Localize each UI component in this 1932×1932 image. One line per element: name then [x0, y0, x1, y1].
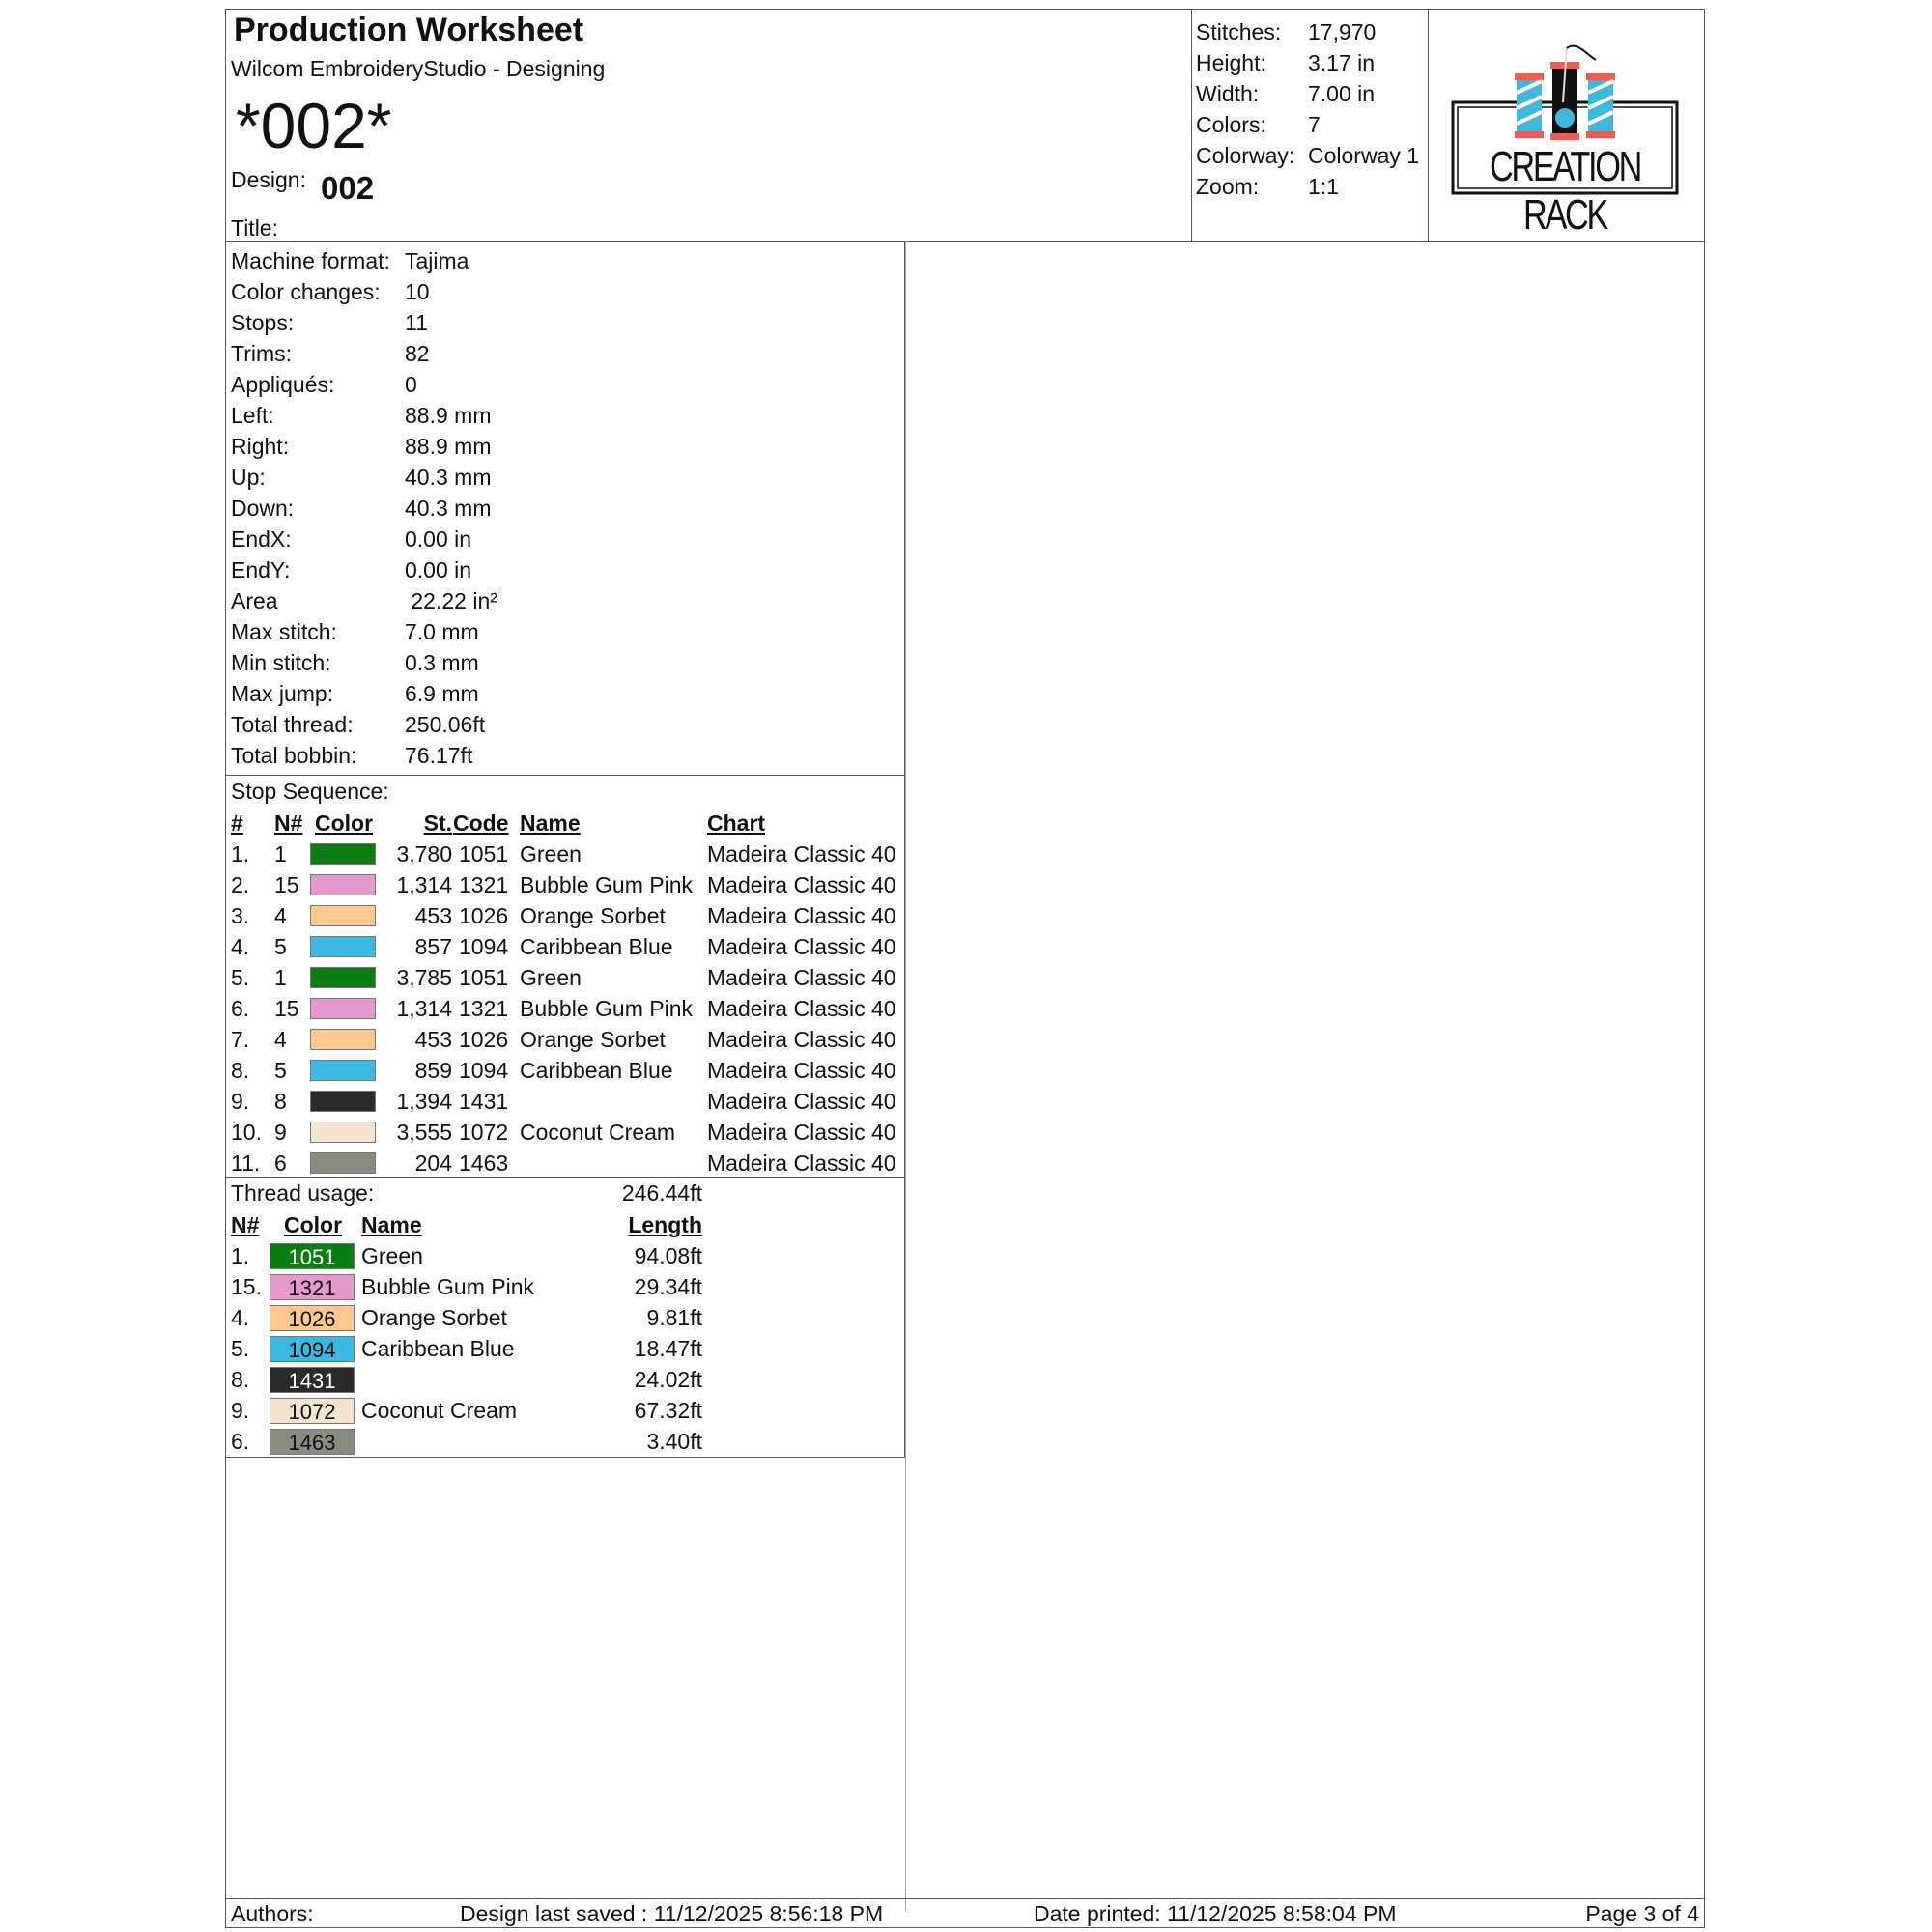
property-key: Appliqués: — [231, 372, 335, 397]
stop-sequence-table — [226, 776, 905, 1178]
cell-length: 9.81ft — [646, 1305, 702, 1330]
cell-name: Bubble Gum Pink — [361, 1274, 534, 1299]
cell-length: 94.08ft — [634, 1243, 702, 1268]
cell-n: 1 — [274, 965, 287, 990]
table-row — [226, 1302, 902, 1333]
property-value: 0.3 mm — [405, 650, 479, 675]
cell-code: 1026 — [459, 903, 509, 928]
color-code-chip: 1321 — [270, 1274, 355, 1300]
property-value: 10 — [405, 279, 430, 304]
cell-st: 1,314 — [396, 996, 452, 1021]
header-info — [226, 10, 1192, 242]
property-key: Left: — [231, 403, 274, 428]
cell-code: 1094 — [459, 1058, 509, 1083]
cell-idx: 7. — [231, 1027, 250, 1052]
cell-n: 4 — [274, 903, 287, 928]
cell-st: 453 — [414, 1027, 452, 1052]
cell-code: 1321 — [459, 872, 509, 897]
cell-n: 5 — [274, 934, 287, 959]
cell-n: 1 — [274, 841, 287, 867]
property-value: 40.3 mm — [405, 465, 492, 490]
date-printed: Date printed: 11/12/2025 8:58:04 PM — [1034, 1901, 1397, 1926]
table-row — [226, 838, 902, 869]
cell-code: 1026 — [459, 1027, 509, 1052]
property-value: 22.22 in² — [405, 588, 497, 613]
table-row — [226, 1086, 902, 1117]
property-key: EndX: — [231, 526, 292, 552]
stat-key: Stitches: — [1196, 19, 1282, 44]
table-row — [226, 1117, 902, 1148]
property-key: EndY: — [231, 557, 291, 582]
table-row — [226, 993, 902, 1024]
color-swatch — [310, 967, 376, 988]
stat-key: Width: — [1196, 81, 1260, 106]
color-swatch — [310, 1060, 376, 1081]
stat-value: 7.00 in — [1308, 81, 1376, 106]
cell-name: Green — [520, 965, 582, 990]
cell-idx: 2. — [231, 872, 250, 897]
cell-st: 859 — [414, 1058, 452, 1083]
cell-name: Green — [361, 1243, 423, 1268]
cell-st: 857 — [414, 934, 452, 959]
stat-value: 3.17 in — [1308, 50, 1376, 75]
cell-name: Orange Sorbet — [520, 903, 666, 928]
cell-needle: 9. — [231, 1398, 250, 1423]
cell-needle: 6. — [231, 1429, 250, 1454]
table-row — [226, 869, 902, 900]
stop-sequence-label: Stop Sequence: — [231, 779, 389, 804]
cell-st: 453 — [414, 903, 452, 928]
column-header-name: Name — [361, 1212, 422, 1237]
cell-needle: 4. — [231, 1305, 250, 1330]
machine-properties — [226, 242, 905, 776]
thread-usage-label: Thread usage: — [231, 1180, 375, 1206]
color-code-chip: 1094 — [270, 1336, 355, 1362]
property-value: 11 — [405, 310, 428, 335]
cell-name: Orange Sorbet — [520, 1027, 666, 1052]
color-code-chip: 1051 — [270, 1243, 355, 1269]
design-value: 002 — [321, 170, 375, 206]
cell-chart: Madeira Classic 40 — [707, 1027, 896, 1052]
color-swatch — [310, 998, 376, 1019]
cell-needle: 8. — [231, 1367, 250, 1392]
stat-value: 1:1 — [1308, 174, 1339, 199]
page-subtitle: Wilcom EmbroideryStudio - Designing — [231, 56, 606, 81]
cell-chart: Madeira Classic 40 — [707, 1151, 896, 1176]
title-label: Title: — [231, 215, 278, 241]
cell-n: 15 — [274, 872, 299, 897]
cell-length: 29.34ft — [634, 1274, 702, 1299]
stat-value: 17,970 — [1308, 19, 1377, 44]
table-row — [226, 1333, 902, 1364]
cell-code: 1463 — [459, 1151, 509, 1176]
property-key: Area — [231, 588, 278, 613]
color-swatch — [310, 874, 376, 895]
cell-code: 1051 — [459, 965, 509, 990]
cell-name: Orange Sorbet — [361, 1305, 507, 1330]
cell-name: Bubble Gum Pink — [520, 872, 693, 897]
color-swatch — [310, 1029, 376, 1050]
column-header-needle: N# — [231, 1212, 260, 1237]
cell-name: Green — [520, 841, 582, 867]
table-row — [226, 1240, 902, 1271]
color-code-chip: 1431 — [270, 1367, 355, 1393]
property-value: 6.9 mm — [405, 681, 479, 706]
cell-idx: 11. — [231, 1151, 261, 1176]
cell-code: 1094 — [459, 934, 509, 959]
color-swatch — [310, 1152, 376, 1174]
stat-key: Colors: — [1196, 112, 1266, 137]
cell-idx: 1. — [231, 841, 250, 867]
cell-name: Coconut Cream — [361, 1398, 518, 1423]
table-row — [226, 1426, 902, 1457]
cell-chart: Madeira Classic 40 — [707, 965, 896, 990]
cell-length: 67.32ft — [634, 1398, 702, 1423]
cell-idx: 8. — [231, 1058, 250, 1083]
color-code-chip: 1072 — [270, 1398, 355, 1424]
property-value: 0.00 in — [405, 526, 472, 552]
cell-length: 18.47ft — [634, 1336, 702, 1361]
cell-idx: 5. — [231, 965, 250, 990]
cell-chart: Madeira Classic 40 — [707, 1089, 896, 1114]
table-row — [226, 931, 902, 962]
cell-needle: 1. — [231, 1243, 250, 1268]
cell-chart: Madeira Classic 40 — [707, 996, 896, 1021]
property-value: 88.9 mm — [405, 434, 492, 459]
details-column — [226, 242, 906, 1911]
table-row — [226, 1271, 902, 1302]
property-value: 250.06ft — [405, 712, 486, 737]
color-swatch — [310, 843, 376, 865]
property-key: Trims: — [231, 341, 293, 366]
thread-usage-total: 246.44ft — [621, 1180, 702, 1206]
cell-chart: Madeira Classic 40 — [707, 841, 896, 867]
property-key: Color changes: — [231, 279, 381, 304]
column-header-name: Name — [520, 810, 581, 836]
column-header-color: Color — [315, 810, 374, 836]
cell-idx: 6. — [231, 996, 250, 1021]
cell-name: Caribbean Blue — [520, 934, 673, 959]
table-row — [226, 1055, 902, 1086]
property-value: Tajima — [405, 248, 469, 273]
design-label: Design: — [231, 167, 306, 192]
cell-code: 1431 — [459, 1089, 509, 1114]
property-key: Min stitch: — [231, 650, 331, 675]
column-header-stitches: St. — [423, 810, 452, 836]
design-stats — [1191, 10, 1429, 242]
cell-st: 204 — [414, 1151, 452, 1176]
property-key: Stops: — [231, 310, 295, 335]
property-key: Max stitch: — [231, 619, 337, 644]
cell-n: 5 — [274, 1058, 287, 1083]
cell-st: 3,780 — [396, 841, 452, 867]
cell-chart: Madeira Classic 40 — [707, 1120, 896, 1145]
color-swatch — [310, 936, 376, 957]
worksheet-header — [226, 10, 1704, 242]
property-value: 40.3 mm — [405, 496, 492, 521]
property-key: Right: — [231, 434, 290, 459]
column-header-code: Code — [453, 810, 509, 836]
property-value: 88.9 mm — [405, 403, 492, 428]
color-code-chip: 1463 — [270, 1429, 355, 1455]
table-row — [226, 1024, 902, 1055]
table-row — [226, 1364, 902, 1395]
property-key: Total thread: — [231, 712, 354, 737]
cell-idx: 3. — [231, 903, 250, 928]
stat-value: 7 — [1308, 112, 1321, 137]
cell-name: Caribbean Blue — [520, 1058, 673, 1083]
stat-value: Colorway 1 — [1308, 143, 1420, 168]
cell-length: 3.40ft — [646, 1429, 702, 1454]
worksheet-page — [225, 9, 1705, 1928]
table-row — [226, 1395, 902, 1426]
stat-key: Colorway: — [1196, 143, 1295, 168]
column-header-chart: Chart — [707, 810, 766, 836]
cell-idx: 10. — [231, 1120, 262, 1145]
page-footer — [226, 1898, 1704, 1929]
page-number: Page 3 of 4 — [1585, 1901, 1699, 1926]
property-value: 82 — [405, 341, 430, 366]
cell-code: 1051 — [459, 841, 509, 867]
cell-n: 15 — [274, 996, 299, 1021]
page-title: Production Worksheet — [234, 12, 584, 48]
stat-key: Height: — [1196, 50, 1266, 75]
cell-n: 4 — [274, 1027, 287, 1052]
cell-length: 24.02ft — [634, 1367, 702, 1392]
authors-label: Authors: — [231, 1901, 314, 1926]
property-key: Machine format: — [231, 248, 390, 273]
property-key: Up: — [231, 465, 266, 490]
property-value: 76.17ft — [405, 743, 473, 768]
property-value: 0 — [405, 372, 417, 397]
property-key: Total bobbin: — [231, 743, 357, 768]
column-header-needle: N# — [274, 810, 303, 836]
column-header-index: # — [231, 810, 243, 836]
cell-needle: 5. — [231, 1336, 250, 1361]
cell-idx: 4. — [231, 934, 250, 959]
cell-n: 9 — [274, 1120, 287, 1145]
cell-needle: 15. — [231, 1274, 262, 1299]
property-value: 7.0 mm — [405, 619, 479, 644]
property-value: 0.00 in — [405, 557, 472, 582]
cell-n: 8 — [274, 1089, 287, 1114]
logo-box — [1428, 10, 1704, 242]
design-barcode-text: *002* — [236, 90, 392, 161]
cell-n: 6 — [274, 1151, 287, 1176]
cell-chart: Madeira Classic 40 — [707, 1058, 896, 1083]
color-swatch — [310, 1122, 376, 1143]
cell-name: Coconut Cream — [520, 1120, 676, 1145]
cell-st: 3,555 — [396, 1120, 452, 1145]
cell-code: 1321 — [459, 996, 509, 1021]
thread-usage-table — [226, 1178, 905, 1458]
design-last-saved: Design last saved : 11/12/2025 8:56:18 PM — [460, 1901, 884, 1926]
cell-st: 1,394 — [396, 1089, 452, 1114]
column-header-color: Color — [284, 1212, 343, 1237]
cell-name: Caribbean Blue — [361, 1336, 515, 1361]
cell-name: Bubble Gum Pink — [520, 996, 693, 1021]
cell-idx: 9. — [231, 1089, 250, 1114]
table-row — [226, 962, 902, 993]
color-swatch — [310, 1091, 376, 1112]
cell-chart: Madeira Classic 40 — [707, 903, 896, 928]
table-row — [226, 1148, 902, 1179]
cell-chart: Madeira Classic 40 — [707, 934, 896, 959]
color-swatch — [310, 905, 376, 926]
color-code-chip: 1026 — [270, 1305, 355, 1331]
property-key: Down: — [231, 496, 295, 521]
cell-st: 1,314 — [396, 872, 452, 897]
cell-code: 1072 — [459, 1120, 509, 1145]
stat-key: Zoom: — [1196, 174, 1260, 199]
column-header-length: Length — [628, 1212, 702, 1237]
property-key: Max jump: — [231, 681, 334, 706]
cell-chart: Madeira Classic 40 — [707, 872, 896, 897]
creation-rack-logo — [1451, 44, 1679, 239]
logo-text: CREATION RACK — [1489, 143, 1641, 239]
cell-st: 3,785 — [396, 965, 452, 990]
table-row — [226, 900, 902, 931]
